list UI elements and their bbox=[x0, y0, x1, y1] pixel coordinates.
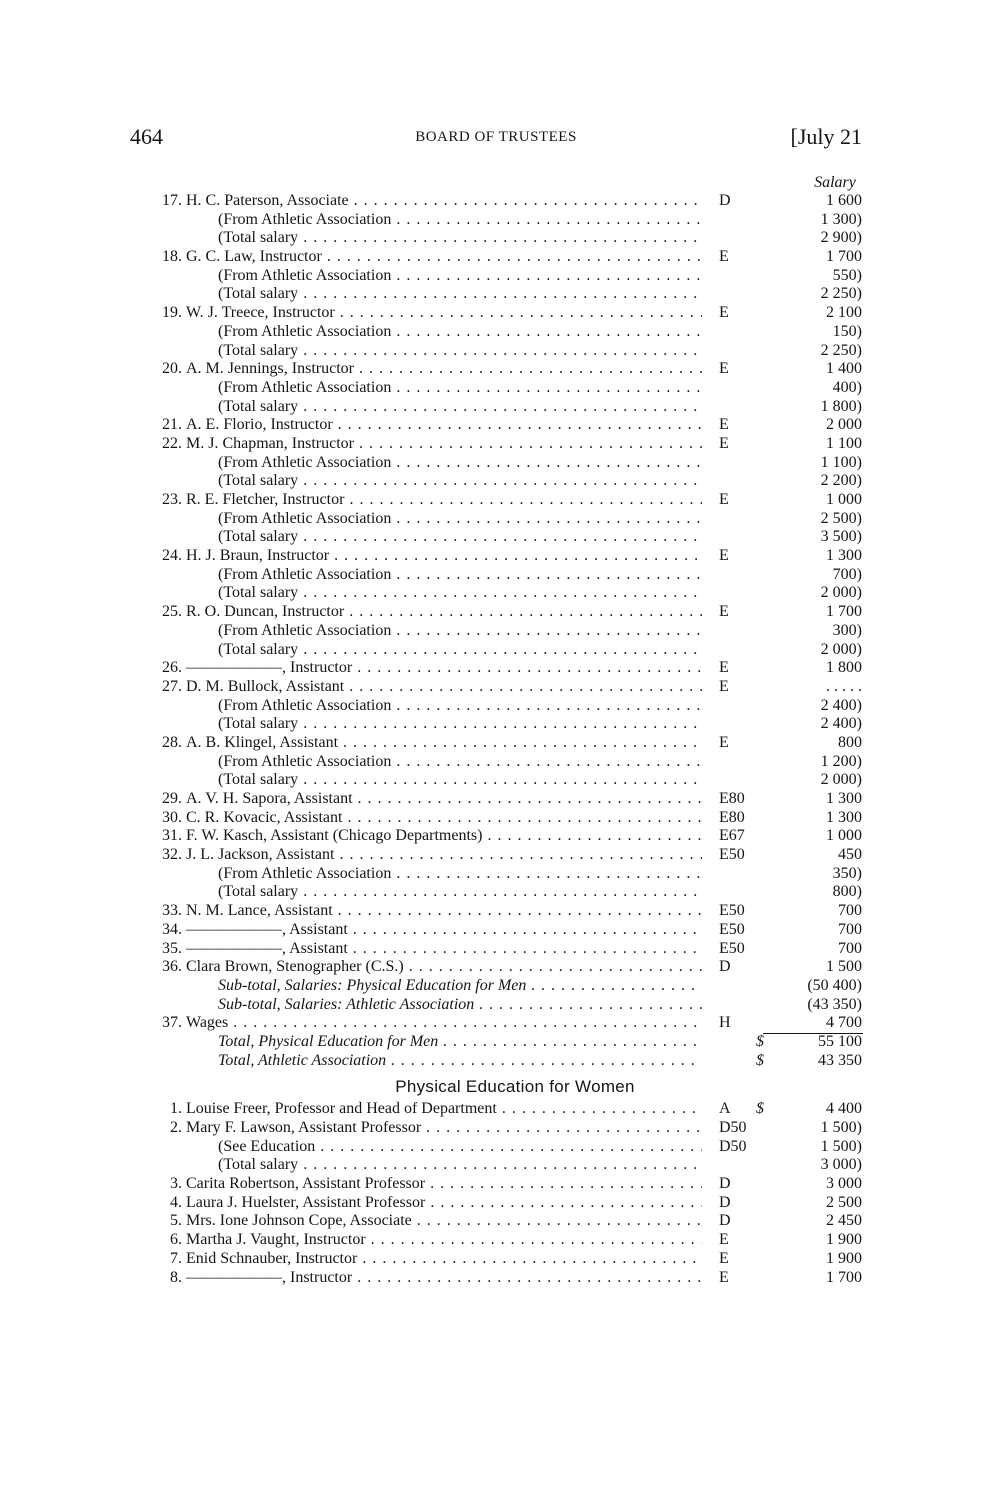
grade-code: E bbox=[719, 304, 729, 322]
salary-amount: 1 000 bbox=[826, 491, 862, 508]
grade-code: E bbox=[719, 1268, 729, 1286]
salary-amount: (43 350) bbox=[807, 995, 862, 1013]
salary-amount: 2 100 bbox=[826, 304, 862, 322]
salary-amount: 1 300 bbox=[826, 790, 862, 807]
salary-amount: 1 400 bbox=[826, 360, 862, 378]
salary-amount: 2 000) bbox=[820, 584, 862, 602]
row-label: (Total salary . . . bbox=[218, 342, 702, 361]
table-row bbox=[0, 1100, 1000, 1119]
row-label: (From Athletic Association . . . bbox=[218, 865, 702, 884]
row-label: (Total salary . . . bbox=[218, 472, 702, 491]
table-row bbox=[0, 304, 1000, 323]
salary-amount: 55 100 bbox=[818, 1032, 862, 1050]
salary-amount: 2 000) bbox=[820, 640, 862, 658]
grade-code: E50 bbox=[719, 920, 745, 938]
row-label: (From Athletic Association . . . bbox=[218, 510, 702, 529]
table-row bbox=[0, 1175, 1000, 1194]
salary-amount: 1 700 bbox=[826, 248, 862, 266]
table-row bbox=[0, 229, 1000, 248]
row-label: F. W. Kasch, Assistant (Chicago Departments) . . . bbox=[186, 827, 702, 846]
table-row bbox=[0, 267, 1000, 286]
grade-code: H bbox=[719, 1014, 731, 1032]
item-number: 33. bbox=[162, 902, 182, 920]
grade-code: E bbox=[719, 603, 729, 621]
row-label: G. C. Law, Instructor . . . bbox=[186, 248, 702, 267]
table-row bbox=[0, 921, 1000, 940]
salary-amount: 700 bbox=[838, 920, 862, 938]
table-row bbox=[0, 697, 1000, 716]
salary-amount: 300) bbox=[832, 621, 862, 639]
item-number: 21. bbox=[162, 416, 182, 434]
item-number: 7. bbox=[170, 1249, 182, 1267]
table-row bbox=[0, 416, 1000, 435]
row-label: A. V. H. Sapora, Assistant . . . bbox=[186, 790, 702, 809]
table-row bbox=[0, 622, 1000, 641]
salary-amount: 3 000) bbox=[820, 1156, 862, 1174]
salary-amount: 2 400) bbox=[820, 696, 862, 714]
salary-amount: 2 250) bbox=[820, 285, 862, 303]
row-label: (Total salary . . . bbox=[218, 584, 702, 603]
grade-code: E50 bbox=[719, 902, 745, 920]
row-label: ——————, Assistant . . . bbox=[186, 940, 702, 959]
table-row bbox=[0, 883, 1000, 902]
table-row bbox=[0, 753, 1000, 772]
row-label: Mary F. Lawson, Assistant Professor . . . bbox=[186, 1119, 702, 1138]
grade-code: E bbox=[719, 659, 729, 677]
item-number: 27. bbox=[162, 677, 182, 695]
item-number: 35. bbox=[162, 939, 182, 957]
table-row bbox=[0, 809, 1000, 828]
table-row bbox=[0, 342, 1000, 361]
table-row bbox=[0, 865, 1000, 884]
table-row bbox=[0, 977, 1000, 996]
table-row bbox=[0, 603, 1000, 622]
grade-code: D bbox=[719, 958, 731, 976]
table-row bbox=[0, 1231, 1000, 1250]
grade-code: E bbox=[719, 1231, 729, 1249]
row-label: (From Athletic Association . . . bbox=[218, 454, 702, 473]
table-row bbox=[0, 1156, 1000, 1175]
row-label: (Total salary . . . bbox=[218, 398, 702, 417]
page-number: 464 bbox=[130, 124, 163, 149]
table-row bbox=[0, 1033, 1000, 1052]
grade-code: E80 bbox=[719, 790, 745, 807]
row-label: (Total salary . . . bbox=[218, 528, 702, 547]
row-label: (Total salary . . . bbox=[218, 229, 702, 248]
salary-amount: 2 250) bbox=[820, 341, 862, 359]
salary-amount: 1 700 bbox=[826, 1268, 862, 1286]
item-number: 28. bbox=[162, 733, 182, 751]
row-label: ——————, Assistant . . . bbox=[186, 921, 702, 940]
table-row bbox=[0, 734, 1000, 753]
dollar-sign: $ bbox=[756, 1032, 764, 1050]
grade-code: E bbox=[719, 434, 729, 452]
item-number: 23. bbox=[162, 491, 182, 508]
salary-amount: 1 900 bbox=[826, 1231, 862, 1249]
table-row bbox=[0, 192, 1000, 211]
salary-amount: 2 000) bbox=[820, 771, 862, 789]
row-label: H. J. Braun, Instructor . . . bbox=[186, 547, 702, 566]
salary-amount: 1 800 bbox=[826, 659, 862, 677]
table-row bbox=[0, 678, 1000, 697]
item-number: 36. bbox=[162, 958, 182, 976]
row-label: Total, Athletic Association . . . bbox=[218, 1052, 702, 1071]
row-label: (From Athletic Association . . . bbox=[218, 697, 702, 716]
table-row bbox=[0, 846, 1000, 865]
salary-amount: 2 000 bbox=[826, 416, 862, 434]
salary-amount: 4 400 bbox=[826, 1100, 862, 1118]
row-label: (Total salary . . . bbox=[218, 1156, 702, 1175]
table-row bbox=[0, 958, 1000, 977]
item-number: 3. bbox=[170, 1175, 182, 1193]
table-row bbox=[0, 211, 1000, 230]
grade-code: E50 bbox=[719, 939, 745, 957]
table-row bbox=[0, 790, 1000, 809]
salary-amount: 4 700 bbox=[826, 1014, 862, 1032]
table-row bbox=[0, 435, 1000, 454]
row-label: Carita Robertson, Assistant Professor . . . bbox=[186, 1175, 702, 1194]
table-row bbox=[0, 510, 1000, 529]
table-row bbox=[0, 1138, 1000, 1157]
table-row bbox=[0, 996, 1000, 1015]
dollar-sign: $ bbox=[756, 1051, 764, 1069]
row-label: (Total salary . . . bbox=[218, 285, 702, 304]
salary-amount: 400) bbox=[832, 378, 862, 396]
row-label: (From Athletic Association . . . bbox=[218, 753, 702, 772]
salary-column-label: Salary bbox=[814, 174, 856, 191]
grade-code: E67 bbox=[719, 827, 745, 845]
salary-amount: . . . . . bbox=[826, 677, 862, 695]
grade-code: E80 bbox=[719, 808, 745, 826]
table-row bbox=[0, 902, 1000, 921]
row-label: R. E. Fletcher, Instructor . . . bbox=[186, 491, 702, 510]
salary-amount: 550) bbox=[832, 266, 862, 284]
row-label: Clara Brown, Stenographer (C.S.) . . . bbox=[186, 958, 702, 977]
salary-amount: 1 600 bbox=[826, 192, 862, 209]
table-row bbox=[0, 1269, 1000, 1288]
row-label: (From Athletic Association . . . bbox=[218, 566, 702, 585]
row-label: Wages . . . bbox=[186, 1014, 702, 1033]
grade-code: A bbox=[719, 1100, 731, 1118]
salary-amount: 2 900) bbox=[820, 229, 862, 247]
salary-amount: 2 400) bbox=[820, 715, 862, 733]
row-label: H. C. Paterson, Associate . . . bbox=[186, 192, 702, 211]
table-row bbox=[0, 472, 1000, 491]
table-row bbox=[0, 454, 1000, 473]
salary-amount: 1 300 bbox=[826, 547, 862, 565]
grade-code: E bbox=[719, 491, 729, 508]
row-label: Sub-total, Salaries: Athletic Association . . . bbox=[218, 996, 702, 1015]
row-label: (From Athletic Association . . . bbox=[218, 622, 702, 641]
salary-amount: 1 500) bbox=[820, 1119, 862, 1136]
row-label: (Total salary . . . bbox=[218, 641, 702, 660]
item-number: 31. bbox=[162, 827, 182, 845]
grade-code: E bbox=[719, 677, 729, 695]
salary-amount: 350) bbox=[832, 864, 862, 882]
table-row bbox=[0, 715, 1000, 734]
row-label: Mrs. Ione Johnson Cope, Associate . . . bbox=[186, 1212, 702, 1231]
row-label: ——————, Instructor . . . bbox=[186, 1269, 702, 1288]
item-number: 20. bbox=[162, 360, 182, 378]
item-number: 8. bbox=[170, 1268, 182, 1286]
item-number: 19. bbox=[162, 304, 182, 322]
salary-amount: 700 bbox=[838, 939, 862, 957]
row-label: M. J. Chapman, Instructor . . . bbox=[186, 435, 702, 454]
grade-code: E bbox=[719, 360, 729, 378]
row-label: (Total salary . . . bbox=[218, 883, 702, 902]
row-label: (From Athletic Association . . . bbox=[218, 211, 702, 230]
salary-amount: 700 bbox=[838, 902, 862, 920]
row-label: (From Athletic Association . . . bbox=[218, 267, 702, 286]
row-label: N. M. Lance, Assistant . . . bbox=[186, 902, 702, 921]
row-label: Total, Physical Education for Men . . . bbox=[218, 1033, 702, 1052]
table-row bbox=[0, 285, 1000, 304]
salary-amount: 1 700 bbox=[826, 603, 862, 621]
item-number: 2. bbox=[170, 1119, 182, 1136]
salary-amount: 1 100 bbox=[826, 434, 862, 452]
table-row bbox=[0, 248, 1000, 267]
salary-amount: (50 400) bbox=[807, 976, 862, 994]
item-number: 24. bbox=[162, 547, 182, 565]
salary-amount: 1 800) bbox=[820, 397, 862, 415]
running-head: BOARD OF TRUSTEES bbox=[415, 129, 577, 145]
row-label: Enid Schnauber, Instructor . . . bbox=[186, 1250, 702, 1269]
table-row bbox=[0, 940, 1000, 959]
salary-amount: 150) bbox=[832, 322, 862, 340]
table-row bbox=[0, 566, 1000, 585]
row-label: A. E. Florio, Instructor . . . bbox=[186, 416, 702, 435]
date-heading: [July 21 bbox=[790, 124, 862, 149]
salary-amount: 800) bbox=[832, 883, 862, 901]
row-label: (Total salary . . . bbox=[218, 771, 702, 790]
row-label: Sub-total, Salaries: Physical Education for Men . . . bbox=[218, 977, 702, 996]
table-row bbox=[0, 827, 1000, 846]
row-label: J. L. Jackson, Assistant . . . bbox=[186, 846, 702, 865]
table-row bbox=[0, 659, 1000, 678]
item-number: 26. bbox=[162, 659, 182, 677]
item-number: 30. bbox=[162, 808, 182, 826]
table-row bbox=[0, 1194, 1000, 1213]
salary-table bbox=[0, 192, 1000, 1287]
table-row bbox=[0, 1052, 1000, 1071]
salary-amount: 1 500) bbox=[820, 1137, 862, 1155]
salary-amount: 1 200) bbox=[820, 752, 862, 770]
row-label: W. J. Treece, Instructor . . . bbox=[186, 304, 702, 323]
grade-code: E bbox=[719, 547, 729, 565]
table-row bbox=[0, 491, 1000, 510]
row-label: D. M. Bullock, Assistant . . . bbox=[186, 678, 702, 697]
table-row bbox=[0, 771, 1000, 790]
grade-code: D bbox=[719, 1212, 731, 1230]
item-number: 25. bbox=[162, 603, 182, 621]
table-row bbox=[0, 1212, 1000, 1231]
grade-code: D bbox=[719, 1193, 731, 1211]
grade-code: D50 bbox=[719, 1137, 747, 1155]
table-row bbox=[0, 1119, 1000, 1138]
grade-code: E bbox=[719, 1249, 729, 1267]
salary-amount: 450 bbox=[838, 846, 862, 864]
salary-amount: 2 500 bbox=[826, 1193, 862, 1211]
item-number: 6. bbox=[170, 1231, 182, 1249]
row-label: Martha J. Vaught, Instructor . . . bbox=[186, 1231, 702, 1250]
grade-code: E bbox=[719, 416, 729, 434]
row-label: ——————, Instructor . . . bbox=[186, 659, 702, 678]
item-number: 32. bbox=[162, 846, 182, 864]
salary-amount: 2 500) bbox=[820, 509, 862, 527]
row-label: Laura J. Huelster, Assistant Professor . . . bbox=[186, 1194, 702, 1213]
salary-amount: 800 bbox=[838, 733, 862, 751]
table-row bbox=[0, 360, 1000, 379]
salary-amount: 700) bbox=[832, 565, 862, 583]
grade-code: D bbox=[719, 192, 731, 209]
row-label: (From Athletic Association . . . bbox=[218, 323, 702, 342]
dollar-sign: $ bbox=[756, 1100, 764, 1118]
grade-code: E bbox=[719, 733, 729, 751]
salary-amount: 1 500 bbox=[826, 958, 862, 976]
section-heading-women: Physical Education for Women bbox=[395, 1077, 635, 1097]
salary-amount: 2 450 bbox=[826, 1212, 862, 1230]
table-row bbox=[0, 547, 1000, 566]
grade-code: E bbox=[719, 248, 729, 266]
row-label: Louise Freer, Professor and Head of Department . . . bbox=[186, 1100, 702, 1119]
item-number: 29. bbox=[162, 790, 182, 807]
salary-amount: 1 100) bbox=[820, 453, 862, 471]
salary-amount: 3 500) bbox=[820, 528, 862, 546]
salary-amount: 1 300) bbox=[820, 210, 862, 228]
salary-amount: 43 350 bbox=[818, 1051, 862, 1069]
table-row bbox=[0, 323, 1000, 342]
grade-code: E50 bbox=[719, 846, 745, 864]
row-label: (From Athletic Association . . . bbox=[218, 379, 702, 398]
salary-amount: 1 300 bbox=[826, 808, 862, 826]
table-row bbox=[0, 641, 1000, 660]
table-row bbox=[0, 1014, 1000, 1033]
row-label: C. R. Kovacic, Assistant . . . bbox=[186, 809, 702, 828]
salary-amount: 3 000 bbox=[826, 1175, 862, 1193]
salary-amount: 2 200) bbox=[820, 472, 862, 490]
table-row bbox=[0, 1250, 1000, 1269]
row-label: A. M. Jennings, Instructor . . . bbox=[186, 360, 702, 379]
table-row bbox=[0, 584, 1000, 603]
item-number: 17. bbox=[162, 192, 182, 209]
page-header bbox=[130, 124, 862, 154]
salary-amount: 1 000 bbox=[826, 827, 862, 845]
grade-code: D50 bbox=[719, 1119, 747, 1136]
table-row bbox=[0, 379, 1000, 398]
item-number: 4. bbox=[170, 1193, 182, 1211]
row-label: A. B. Klingel, Assistant . . . bbox=[186, 734, 702, 753]
item-number: 34. bbox=[162, 920, 182, 938]
salary-amount: 1 900 bbox=[826, 1249, 862, 1267]
item-number: 22. bbox=[162, 434, 182, 452]
row-label: (See Education . . . bbox=[218, 1138, 702, 1157]
row-label: R. O. Duncan, Instructor . . . bbox=[186, 603, 702, 622]
item-number: 5. bbox=[170, 1212, 182, 1230]
item-number: 18. bbox=[162, 248, 182, 266]
table-row bbox=[0, 528, 1000, 547]
table-row bbox=[0, 398, 1000, 417]
item-number: 1. bbox=[170, 1100, 182, 1118]
item-number: 37. bbox=[162, 1014, 182, 1032]
grade-code: D bbox=[719, 1175, 731, 1193]
row-label: (Total salary . . . bbox=[218, 715, 702, 734]
